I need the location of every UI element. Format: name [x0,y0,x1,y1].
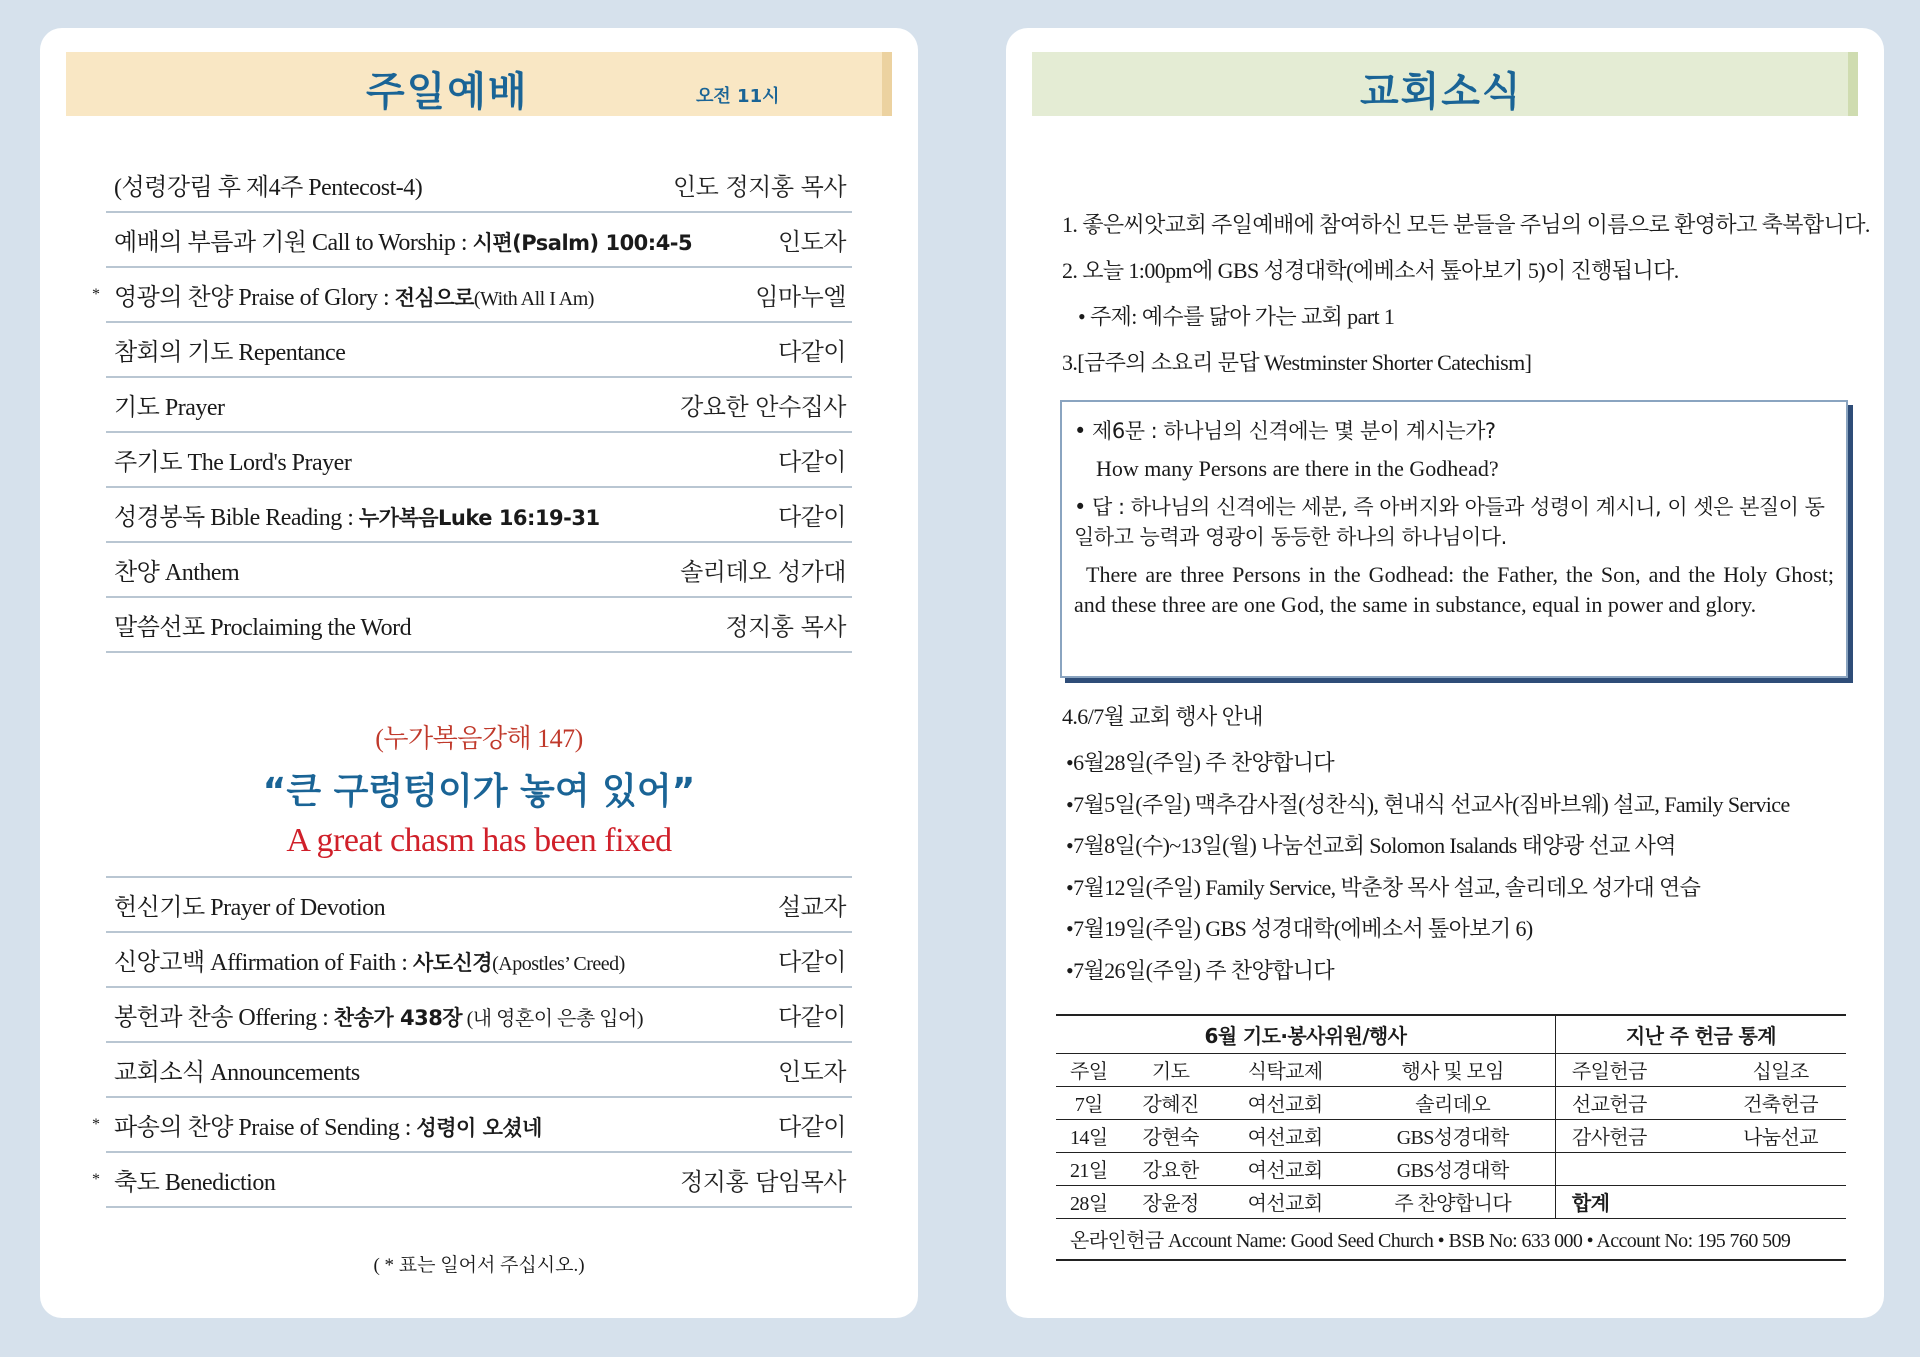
worship-order-note: (내 영혼이 은총 입어) [462,1008,643,1030]
worship-order-item [106,222,692,257]
worship-order-item [106,1162,275,1197]
church-week: (성령강림 후 제4주 Pentecost-4) [114,175,423,201]
worship-order-row [106,378,852,433]
news-title: 교회소식 [1360,69,1523,115]
online-offering-info: 온라인헌금 Account Name: Good Seed Church • BSB No: 633 000 • Account No: 195 760 509 [1056,1218,1846,1260]
worship-order-leader: 다같이 [777,338,846,366]
news-item-2-topic: • 주제: 예수를 닮아 가는 교회 part 1 [1078,304,1395,329]
worship-order-item [106,942,625,977]
worship-order-row [106,933,852,988]
sermon-block [106,718,852,860]
worship-order-detail: 사도신경 [412,951,493,975]
worship-order-label: 성경봉독 Bible Reading : [114,505,359,531]
service-cell: 주 찬양합니다 [1351,1185,1556,1218]
offering-cell: 십일조 [1715,1053,1846,1086]
worship-order-detail: 성령이 오셨네 [416,1116,542,1140]
worship-order-label: 봉헌과 찬송 Offering : [114,1005,334,1031]
service-cell: 여선교회 [1220,1185,1351,1218]
catechism-box [1060,400,1848,678]
service-offering-tables [1056,1014,1846,1261]
stand-note: ( * 표는 일어서 주십시오.) [373,1255,585,1276]
event-item: •7월12일(주일) Family Service, 박춘창 목사 설교, 솔리데오 성가대 연습 [1066,875,1701,900]
worship-order-item [106,387,225,422]
event-item: •6월28일(주일) 주 찬양합니다 [1066,750,1335,775]
worship-order-item [106,607,411,642]
standing-mark: * [92,286,100,303]
worship-order-row [106,878,852,933]
catechism-answer-korean: • 답 : 하나님의 신격에는 세분, 즉 아버지와 아들과 성령이 계시니, 이 셋은 본질이 동일하고 능력과 영광이 동등한 하나의 하나님이다. [1074,495,1825,549]
service-cell: 솔리데오 [1351,1086,1556,1119]
worship-order-leader: 임마누엘 [755,283,846,311]
worship-header [66,52,892,116]
service-cell: 여선교회 [1220,1086,1351,1119]
worship-order-row [106,1043,852,1098]
worship-order-item [106,552,239,587]
service-cell: GBS성경대학 [1351,1152,1556,1185]
worship-order-row [106,488,852,543]
service-cell: 강혜진 [1122,1086,1220,1119]
order-list-top [92,158,852,653]
order-list-bottom [92,876,852,1208]
worship-order-row [106,543,852,598]
worship-order-leader: 설교자 [777,893,846,921]
offering-cell: 건축헌금 [1715,1086,1846,1119]
worship-order-label: 축도 Benediction [114,1170,276,1196]
offering-cell: 나눔선교 [1715,1119,1846,1152]
offering-cell [1715,1152,1846,1185]
worship-order-leader: 강요한 안수집사 [680,393,846,421]
week-leader: 인도 정지홍 목사 [672,173,846,201]
event-item: •7월8일(수)~13일(월) 나눔선교회 Solomon Isalands 태양광 선교 사역 [1066,833,1676,858]
worship-order-leader: 솔리데오 성가대 [680,558,846,586]
service-cell: 21일 [1056,1152,1122,1185]
worship-order-leader: 인도자 [777,1058,846,1086]
news-header [1032,52,1858,116]
worship-order-row [106,433,852,488]
worship-order-item [106,497,600,532]
service-column-header: 행사 및 모임 [1351,1053,1556,1086]
worship-order-item [106,1052,360,1087]
offering-cell [1715,1185,1846,1218]
service-cell: 여선교회 [1220,1119,1351,1152]
service-table-title: 6월 기도·봉사위원/행사 [1056,1015,1555,1053]
worship-order-item [106,332,345,367]
catechism-question-korean: • 제6문 : 하나님의 신격에는 몇 분이 계시는가? [1074,419,1496,443]
worship-order-leader: 정지홍 목사 [725,613,846,641]
worship-order-item [106,442,351,477]
news-item-3: 3.[금주의 소요리 문답 Westminster Shorter Catechism] [1062,350,1532,375]
worship-order-label: 영광의 찬양 Praise of Glory : [114,285,395,311]
sermon-title-english: A great chasm has been fixed [286,822,672,859]
worship-order-leader: 정지홍 담임목사 [680,1168,846,1196]
worship-order-label: 찬양 Anthem [114,560,240,586]
worship-order-label: 신앙고백 Affirmation of Faith : [114,950,413,976]
worship-order-row [106,598,852,653]
offering-cell: 감사헌금 [1555,1119,1715,1152]
worship-order-note: (With All I Am) [473,288,594,310]
news-item-2: 2. 오늘 1:00pm에 GBS 성경대학(에베소서 톺아보기 5)이 진행됩니다. [1062,258,1679,283]
events-heading: 4.6/7월 교회 행사 안내 [1062,704,1263,729]
service-column-header: 주일 [1056,1053,1122,1086]
service-cell: 장윤정 [1122,1185,1220,1218]
worship-order-row [92,1098,852,1153]
worship-order-row [106,988,852,1043]
worship-title: 주일예배 [366,69,529,115]
event-item: •7월26일(주일) 주 찬양합니다 [1066,958,1335,983]
worship-order-leader: 인도자 [777,228,846,256]
week-row [106,158,852,213]
offering-cell [1555,1152,1715,1185]
worship-order-detail: 전심으로 [394,286,474,310]
announcements-page [1006,28,1884,1318]
service-column-header: 식탁교제 [1220,1053,1351,1086]
sermon-title-korean: “큰 구렁텅이가 놓여 있어” [262,771,696,812]
service-column-header: 기도 [1122,1053,1220,1086]
catechism-answer-english: There are three Persons in the Godhead: the Father, the Son, and the Holy Ghost; and these three are one God, the same in substance, equal in power and glory. [1074,562,1834,617]
worship-order-item [106,887,385,922]
worship-order-row [106,213,852,268]
offering-cell: 선교헌금 [1555,1086,1715,1119]
service-cell: 강현숙 [1122,1119,1220,1152]
standing-mark: * [92,1116,100,1133]
worship-order-label: 참회의 기도 Repentance [114,340,346,366]
worship-order-note: (Apostles’ Creed) [492,953,625,975]
sermon-series: (누가복음강해 147) [375,724,583,753]
offering-table-title: 지난 주 헌금 통계 [1555,1015,1846,1053]
worship-order-detail: 찬송가 438장 [333,1006,463,1030]
worship-order-label: 기도 Prayer [114,395,225,421]
service-cell: 28일 [1056,1185,1122,1218]
worship-order-leader: 다같이 [777,448,846,476]
worship-order-label: 교회소식 Announcements [114,1060,360,1086]
standing-mark: * [92,1171,100,1188]
worship-order-label: 예배의 부름과 기원 Call to Worship : [114,230,473,256]
worship-order-detail: 시편(Psalm) 100:4-5 [472,231,693,255]
worship-order-label: 헌신기도 Prayer of Devotion [114,895,386,921]
event-item: •7월19일(주일) GBS 성경대학(에베소서 톺아보기 6) [1066,916,1533,941]
service-offering-table [1056,1014,1846,1261]
worship-order-row [106,323,852,378]
worship-order-leader: 다같이 [777,1003,846,1031]
worship-order-label: 주기도 The Lord's Prayer [114,450,352,476]
service-cell: 7일 [1056,1086,1122,1119]
offering-cell: 합계 [1555,1185,1715,1218]
service-cell: GBS성경대학 [1351,1119,1556,1152]
worship-time: 오전 11시 [696,86,780,107]
event-item: •7월5일(주일) 맥추감사절(성찬식), 현내식 선교사(짐바브웨) 설교, Family Service [1066,792,1790,817]
worship-order-leader: 다같이 [777,948,846,976]
worship-order-leader: 다같이 [777,503,846,531]
offering-cell: 주일헌금 [1555,1053,1715,1086]
service-cell: 강요한 [1122,1152,1220,1185]
worship-order-item [106,997,643,1032]
worship-order-item [106,1107,542,1142]
worship-order-detail: 누가복음Luke 16:19-31 [358,506,600,530]
worship-order-item [106,277,594,312]
service-cell: 14일 [1056,1119,1122,1152]
news-item-1: 1. 좋은씨앗교회 주일예배에 참여하신 모든 분들을 주님의 이름으로 환영하고 축복합니다. [1062,212,1870,237]
worship-order-row [92,268,852,323]
service-cell: 여선교회 [1220,1152,1351,1185]
worship-order-label: 파송의 찬양 Praise of Sending : [114,1115,417,1141]
worship-order-row [92,1153,852,1208]
worship-order-label: 말씀선포 Proclaiming the Word [114,615,412,641]
order-of-worship-page [40,28,918,1318]
worship-order-leader: 다같이 [777,1113,846,1141]
catechism-question-english: How many Persons are there in the Godhead? [1096,456,1499,481]
